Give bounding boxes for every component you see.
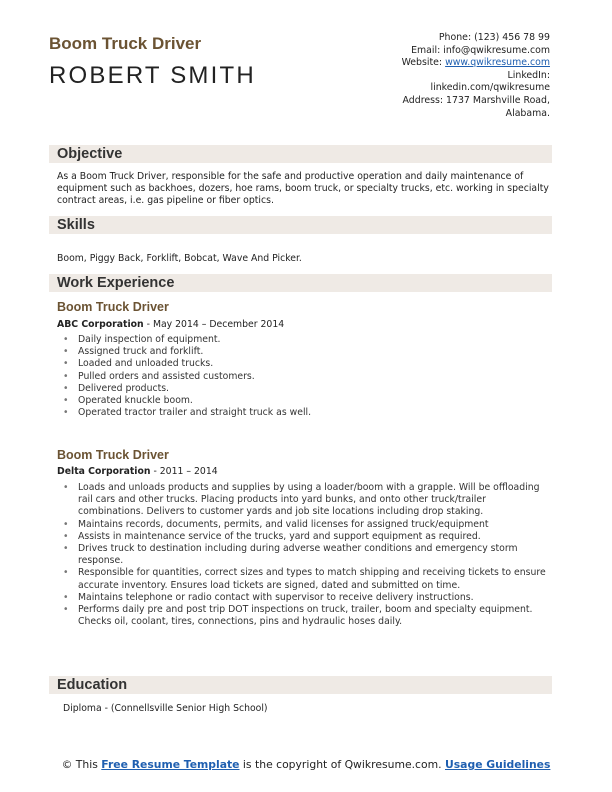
skills-text: Boom, Piggy Back, Forklift, Bobcat, Wave And Picker. [57,253,302,264]
list-item: • Loaded and unloaded trucks. [57,358,552,370]
job-duties-list [57,334,552,419]
job-role-title: Boom Truck Driver [57,300,169,314]
list-item: • Performs daily pre and post trip DOT inspections on truck, trailer, boom and specialty equipment. Checks oil, coolant, tires, connections, pins and hydraulic hoses daily. [57,604,552,628]
list-item: • Daily inspection of equipment. [57,334,552,346]
job-role-title: Boom Truck Driver [57,448,169,462]
objective-text: As a Boom Truck Driver, responsible for the safe and productive operation and daily maintenance of equipment such as backhoes, dozers, hoe rams, boom truck, or specialty trucks, etc. working in specialty contract areas, i.e. gas pipeline or fiber optics. [57,171,549,207]
list-item: • Operated tractor trailer and straight truck as well. [57,407,552,419]
job-company-line [57,319,284,330]
job-dates: - May 2014 – December 2014 [143,319,285,330]
website-link[interactable]: www.qwikresume.com [445,57,550,69]
contact-linkedin-label: LinkedIn: [507,69,550,81]
contact-block [310,32,550,120]
education-text: Diploma - (Connellsville Senior High School) [63,703,268,714]
section-heading-work-experience: Work Experience [49,274,552,292]
footer-middle: is the copyright of Qwikresume.com. [239,758,445,771]
contact-website [310,57,550,70]
contact-address-line1: Address: 1737 Marshville Road, [402,94,550,106]
section-heading-skills: Skills [49,216,552,234]
list-item: • Pulled orders and assisted customers. [57,371,552,383]
website-label: Website: [401,57,446,69]
contact-linkedin-url: linkedin.com/qwikresume [430,82,550,94]
list-item: • Drives truck to destination including during adverse weather conditions and emergency storm response. [57,543,552,567]
list-item: • Responsible for quantities, correct sizes and types to match shipping and receiving tickets to ensure accurate inventory. Ensures load tickets are signed, dated and submitted on time. [57,567,552,591]
copyright-footer [60,758,552,771]
candidate-name: ROBERT SMITH [49,62,256,89]
footer-prefix: © This [61,758,102,771]
contact-address-line2: Alabama. [505,107,550,119]
free-resume-template-link[interactable]: Free Resume Template [101,758,240,771]
section-heading-objective: Objective [49,145,552,163]
list-item: • Maintains telephone or radio contact with supervisor to receive delivery instructions. [57,592,552,604]
list-item: • Loads and unloads products and supplies by using a loader/boom with a grapple. Will be offloading rail cars and other trucks. Placing products into yard bunks, and onto other truck/trailer combinations. Delivers to customer yards and job site locations including drop staking. [57,482,552,519]
usage-guidelines-link[interactable]: Usage Guidelines [444,758,551,771]
company-name: ABC Corporation [57,319,144,330]
job-duties-list [57,482,552,628]
list-item: • Delivered products. [57,383,552,395]
list-item: • Assigned truck and forklift. [57,346,552,358]
job-company-line [57,466,218,477]
contact-phone: Phone: (123) 456 78 99 [438,32,550,43]
contact-email: Email: info@qwikresume.com [411,44,550,56]
job-title: Boom Truck Driver [49,34,202,53]
list-item: • Operated knuckle boom. [57,395,552,407]
job-dates: - 2011 – 2014 [150,466,218,477]
section-heading-education: Education [49,676,552,694]
company-name: Delta Corporation [57,466,151,477]
list-item: • Maintains records, documents, permits, and valid licenses for assigned truck/equipment [57,519,552,531]
list-item: • Assists in maintenance service of the trucks, yard and support equipment as required. [57,531,552,543]
